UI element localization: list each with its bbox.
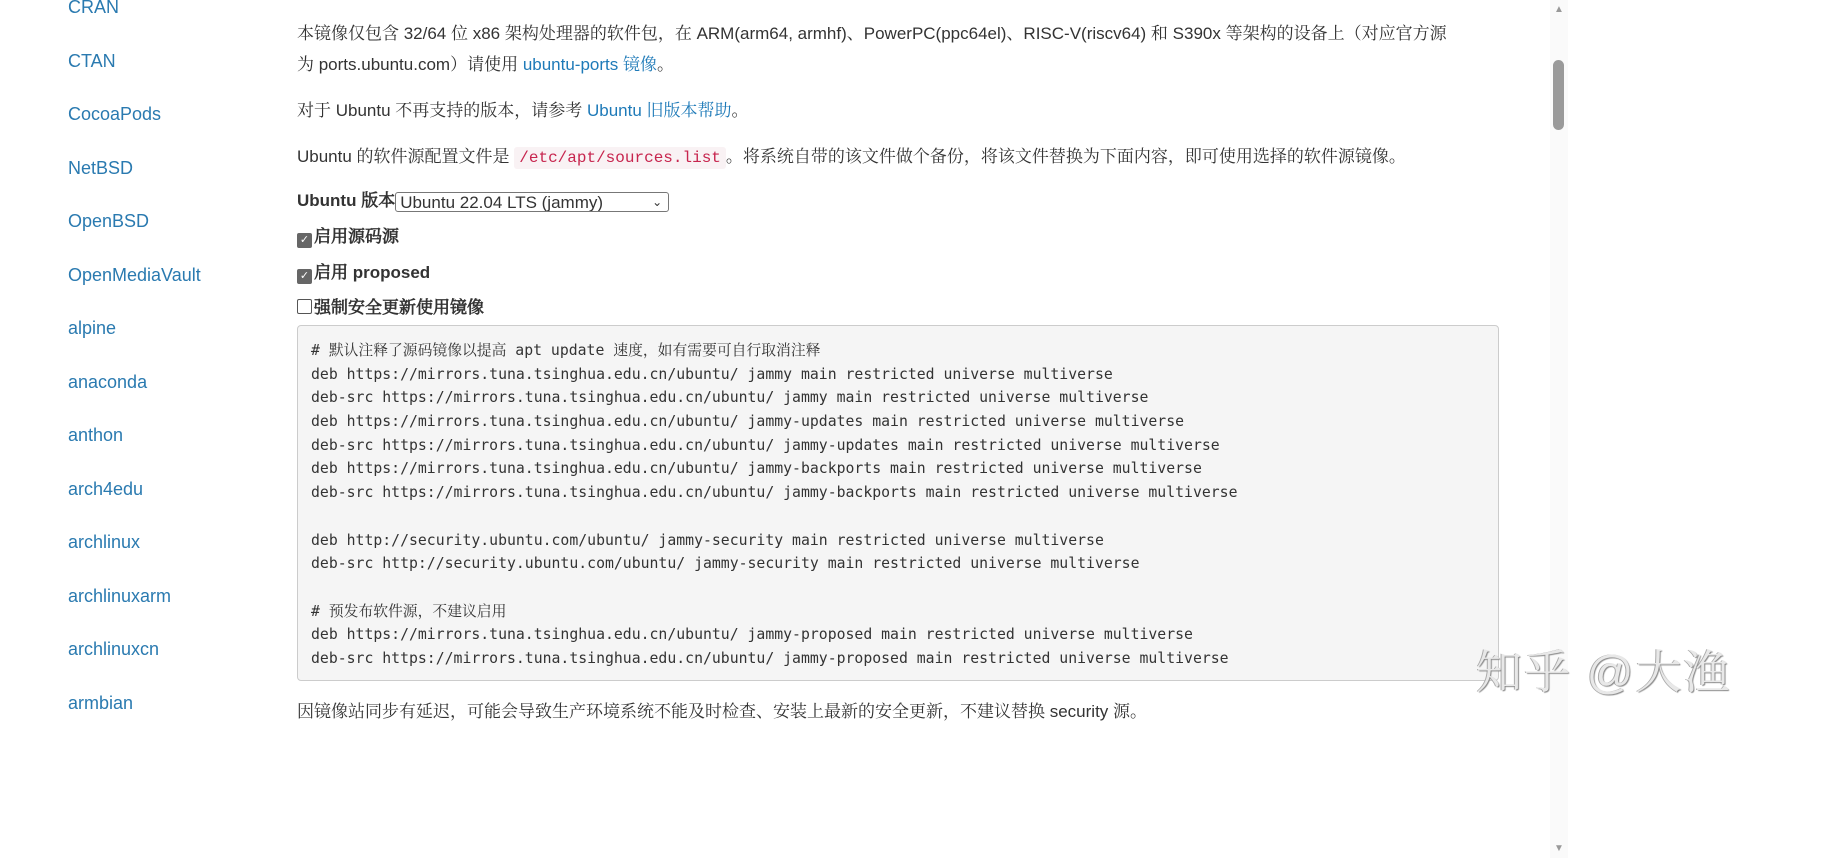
period: 。	[657, 55, 674, 74]
sidebar-nav	[68, 0, 268, 730]
code-line: deb-src https://mirrors.tuna.tsinghua.edu.cn/ubuntu/ jammy main restricted universe multiverse	[311, 389, 1149, 407]
sidebar-item-anaconda[interactable]: anaconda	[68, 371, 148, 392]
sidebar-item-netbsd[interactable]: NetBSD	[68, 157, 134, 178]
version-row	[297, 186, 669, 212]
source-checkbox[interactable]: ✓	[297, 233, 312, 248]
code-line	[311, 505, 1485, 529]
arch-note-line2	[297, 50, 674, 75]
sidebar-item-armbian[interactable]: armbian	[68, 692, 134, 713]
scroll-down-icon[interactable]: ▼	[1554, 843, 1564, 854]
watermark: 知乎 @大渔	[1476, 646, 1732, 698]
proposed-checkbox[interactable]: ✓	[297, 269, 312, 284]
config-note-text: Ubuntu 的软件源配置文件是	[297, 147, 515, 166]
sidebar-item-cocoapods[interactable]: CocoaPods	[68, 104, 162, 124]
config-note	[297, 142, 1406, 167]
arch-note-text2: 为 ports.ubuntu.com）请使用	[297, 55, 523, 74]
version-selected-value: Ubuntu 22.04 LTS (jammy)	[400, 192, 604, 212]
code-line: deb https://mirrors.tuna.tsinghua.edu.cn/ubuntu/ jammy-updates main restricted universe multiverse	[311, 413, 1185, 431]
sidebar-item-openbsd[interactable]: OpenBSD	[68, 211, 150, 231]
code-line: deb-src https://mirrors.tuna.tsinghua.edu.cn/ubuntu/ jammy-updates main restricted universe multiverse	[311, 436, 1220, 454]
config-note-end: 。将系统自带的该文件做个备份，将该文件替换为下面内容，即可使用选择的软件源镜像。	[725, 147, 1406, 166]
security-note	[297, 697, 1147, 722]
code-line	[311, 576, 1485, 600]
code-line: deb http://security.ubuntu.com/ubuntu/ jammy-security main restricted universe multiverse	[311, 531, 1104, 549]
old-version-note	[297, 96, 749, 121]
sidebar-item-archlinux[interactable]: archlinux	[68, 532, 141, 552]
code-line: deb-src https://mirrors.tuna.tsinghua.edu.cn/ubuntu/ jammy-backports main restricted universe multiverse	[311, 484, 1238, 502]
arch-note	[297, 19, 1447, 44]
arch-note-text: 本镜像仅包含 32/64 位 x86 架构处理器的软件包，在 ARM(arm64, armhf)、PowerPC(ppc64el)、RISC-V(riscv64) 和 S390x 等架构的设备上（对应官方源	[297, 24, 1447, 43]
sidebar-item-alpine[interactable]: alpine	[68, 318, 117, 338]
old-version-help-link[interactable]: Ubuntu 旧版本帮助	[587, 101, 732, 120]
sidebar-item-archlinuxarm[interactable]: archlinuxarm	[68, 585, 172, 606]
chevron-down-icon: ⌄	[652, 194, 663, 209]
sidebar-item-ctan[interactable]: CTAN	[68, 50, 116, 71]
version-select[interactable]	[395, 192, 669, 212]
code-line: # 默认注释了源码镜像以提高 apt update 速度，如有需要可自行取消注释	[311, 342, 821, 359]
version-label: Ubuntu 版本	[297, 191, 396, 210]
sidebar-item-cran[interactable]: CRAN	[68, 0, 120, 17]
source-label: 启用源码源	[314, 227, 399, 246]
old-version-text: 对于 Ubuntu 不再支持的版本，请参考	[297, 101, 587, 120]
code-line: deb-src http://security.ubuntu.com/ubuntu/ jammy-security main restricted universe multiverse	[311, 555, 1140, 573]
security-label: 强制安全更新使用镜像	[314, 298, 484, 317]
option-security[interactable]	[297, 293, 484, 318]
proposed-label: 启用 proposed	[314, 263, 431, 282]
period: 。	[731, 101, 749, 120]
security-checkbox[interactable]	[297, 299, 312, 314]
sources-list-path: /etc/apt/sources.list	[514, 147, 726, 169]
scrollbar-thumb[interactable]	[1553, 60, 1564, 130]
sources-list-code-block	[297, 325, 1499, 681]
vertical-scrollbar[interactable]	[1550, 0, 1568, 858]
sidebar-item-archlinuxcn[interactable]: archlinuxcn	[68, 639, 160, 659]
sidebar-item-arch4edu[interactable]: arch4edu	[68, 478, 144, 499]
option-source[interactable]	[297, 222, 399, 248]
scroll-up-icon[interactable]: ▲	[1554, 4, 1564, 15]
code-line: # 预发布软件源，不建议启用	[311, 602, 507, 620]
code-line: deb-src https://mirrors.tuna.tsinghua.edu.cn/ubuntu/ jammy-proposed main restricted universe multiverse	[311, 649, 1229, 667]
code-line: deb https://mirrors.tuna.tsinghua.edu.cn/ubuntu/ jammy-proposed main restricted universe multiverse	[311, 626, 1193, 644]
security-note-text: 因镜像站同步有延迟，可能会导致生产环境系统不能及时检查、安装上最新的安全更新，不建议替换 security 源。	[297, 702, 1148, 721]
ubuntu-ports-link[interactable]: ubuntu-ports 镜像	[522, 55, 657, 74]
code-line: deb https://mirrors.tuna.tsinghua.edu.cn/ubuntu/ jammy-backports main restricted universe multiverse	[311, 460, 1202, 478]
option-proposed[interactable]	[297, 258, 430, 284]
sidebar-item-anthon[interactable]: anthon	[68, 425, 124, 445]
code-line: deb https://mirrors.tuna.tsinghua.edu.cn/ubuntu/ jammy main restricted universe multiverse	[311, 365, 1113, 383]
sidebar-item-openmediavault[interactable]: OpenMediaVault	[68, 264, 201, 285]
